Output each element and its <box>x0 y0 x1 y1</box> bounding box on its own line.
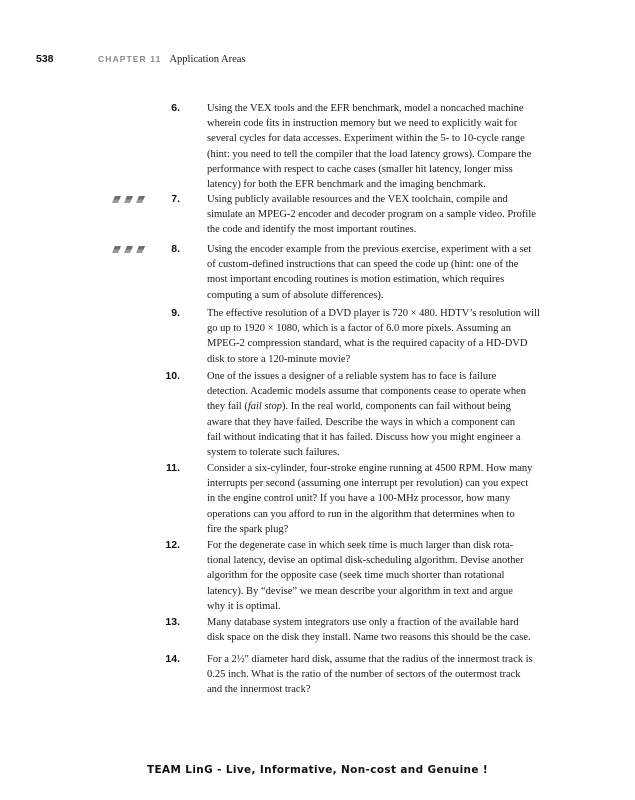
exercise-number: 9. <box>171 307 180 319</box>
exercise-text-line: and the innermost track? <box>207 684 311 696</box>
exercise-text-line: most important encoding routines is motion estimation, which requires <box>207 274 505 286</box>
exercise-number: 14. <box>165 653 180 665</box>
exercise-number: 8. <box>171 243 180 255</box>
exercise-text <box>207 615 585 645</box>
difficulty-flag-icon <box>135 195 146 204</box>
exercise-text-line: latency). By “devise” we mean describe your algorithm in text and argue <box>207 585 513 597</box>
exercise-text-line: fire the spark plug? <box>207 523 289 535</box>
difficulty-flag-icon <box>111 245 122 254</box>
footer-watermark: TEAM LinG - Live, Informative, Non-cost and Genuine ! <box>147 763 488 776</box>
exercise-text-line: in the engine control unit? If you have a 100-MHz processor, how many <box>207 493 511 505</box>
exercise-text <box>207 242 585 303</box>
exercise-text <box>207 192 585 238</box>
exercise-text-line: 0.25 inch. What is the ratio of the number of sectors of the outermost track <box>207 669 521 681</box>
exercise-text-line: disk to store a 120-minute movie? <box>207 353 351 365</box>
difficulty-flag-icon <box>123 195 134 204</box>
exercise-text-line: algorithm for the opposite case (seek time much shorter than rotational <box>207 570 505 582</box>
exercise-text-line: Using publicly available resources and the VEX toolchain, compile and <box>207 194 508 205</box>
exercise-text-line: wherein code fits in instruction memory but we need to explicitly wait for <box>207 118 518 130</box>
exercise-text <box>207 306 585 367</box>
exercise-text-line: simulate an MPEG-2 encoder and decoder program on a sample video. Profile <box>207 209 536 221</box>
chapter-label: CHAPTER 11 <box>98 54 162 64</box>
exercise-text-line: detection. Academic models assume that components cease to operate when <box>207 386 526 398</box>
exercise-text-line: For the degenerate case in which seek time is much larger than disk rota- <box>207 540 514 551</box>
exercise-text-line: fail without indicating that it has failed. Discuss how you might engineer a <box>207 431 521 443</box>
exercise-text-line: Using the VEX tools and the EFR benchmark, model a noncached machine <box>207 103 524 114</box>
exercise-text-line: tional latency, devise an optimal disk-scheduling algorithm. Devise another <box>207 555 524 567</box>
exercise-text-line: system to tolerate such failures. <box>207 447 340 459</box>
page-number: 538 <box>36 53 54 65</box>
exercise-text <box>207 652 585 698</box>
exercise-number: 10. <box>165 370 180 382</box>
exercise-text-line: why it is optimal. <box>207 600 281 612</box>
exercise-number: 6. <box>171 102 180 114</box>
exercise-number: 7. <box>171 193 180 205</box>
exercise-text-line: the code and identify the most important routines. <box>207 224 417 236</box>
exercise-text-line: aware that they have failed. Describe the ways in which a component can <box>207 416 516 428</box>
exercise-text-line: computing a sum of absolute differences). <box>207 289 384 301</box>
exercise-text-line: interrupts per second (assuming one interrupt per revolution) can you expect <box>207 478 529 490</box>
difficulty-indicator <box>111 245 146 254</box>
exercise-text-line: go up to 1920 × 1080, which is a factor of 6.0 more pixels. Assuming an <box>207 323 511 335</box>
exercise-text <box>207 461 585 537</box>
running-head <box>36 53 246 67</box>
exercise-text <box>207 369 585 460</box>
exercise-text-line: of custom-defined instructions that can speed the code up (hint: one of the <box>207 259 519 271</box>
exercise-number: 12. <box>165 539 180 551</box>
difficulty-indicator <box>111 195 146 204</box>
exercise-text-line: performance with respect to cache cases (smaller hit latency, longer miss <box>207 163 513 175</box>
exercise-text-line: (hint: you need to tell the compiler that the load latency grows). Compare the <box>207 148 532 160</box>
exercise-text-line: MPEG-2 compression standard, what is the required capacity of a HD-DVD <box>207 338 528 350</box>
exercise-text-line: operations can you afford to run in the algorithm that determines when to <box>207 508 515 520</box>
difficulty-flag-icon <box>135 245 146 254</box>
exercise-number: 11. <box>165 462 180 474</box>
chapter-title: Application Areas <box>169 54 246 65</box>
exercise-text-line: disk space on the disk they install. Name two reasons this should be the case. <box>207 632 531 644</box>
difficulty-flag-icon <box>111 195 122 204</box>
exercise-text-line: they fail (fail stop). In the real world, components can fail without being <box>207 401 511 413</box>
exercise-text-line: latency) for both the EFR benchmark and the imaging benchmark. <box>207 179 486 191</box>
exercise-text <box>207 538 585 614</box>
exercise-number: 13. <box>165 616 180 628</box>
exercise-text-line: For a 2½" diameter hard disk, assume that the radius of the innermost track is <box>207 654 533 665</box>
exercise-text-line: One of the issues a designer of a reliable system has to face is failure <box>207 371 497 382</box>
exercise-text-line: Consider a six-cylinder, four-stroke engine running at 4500 RPM. How many <box>207 463 533 474</box>
exercise-text-line: several cycles for data accesses. Experiment within the 5- to 10-cycle range <box>207 133 525 145</box>
exercise-text-line: Many database system integrators use only a fraction of the available hard <box>207 617 519 628</box>
exercise-text <box>207 101 585 192</box>
exercise-text-line: The effective resolution of a DVD player is 720 × 480. HDTV’s resolution will <box>207 308 540 319</box>
exercise-text-line: Using the encoder example from the previous exercise, experiment with a set <box>207 244 532 255</box>
difficulty-flag-icon <box>123 245 134 254</box>
